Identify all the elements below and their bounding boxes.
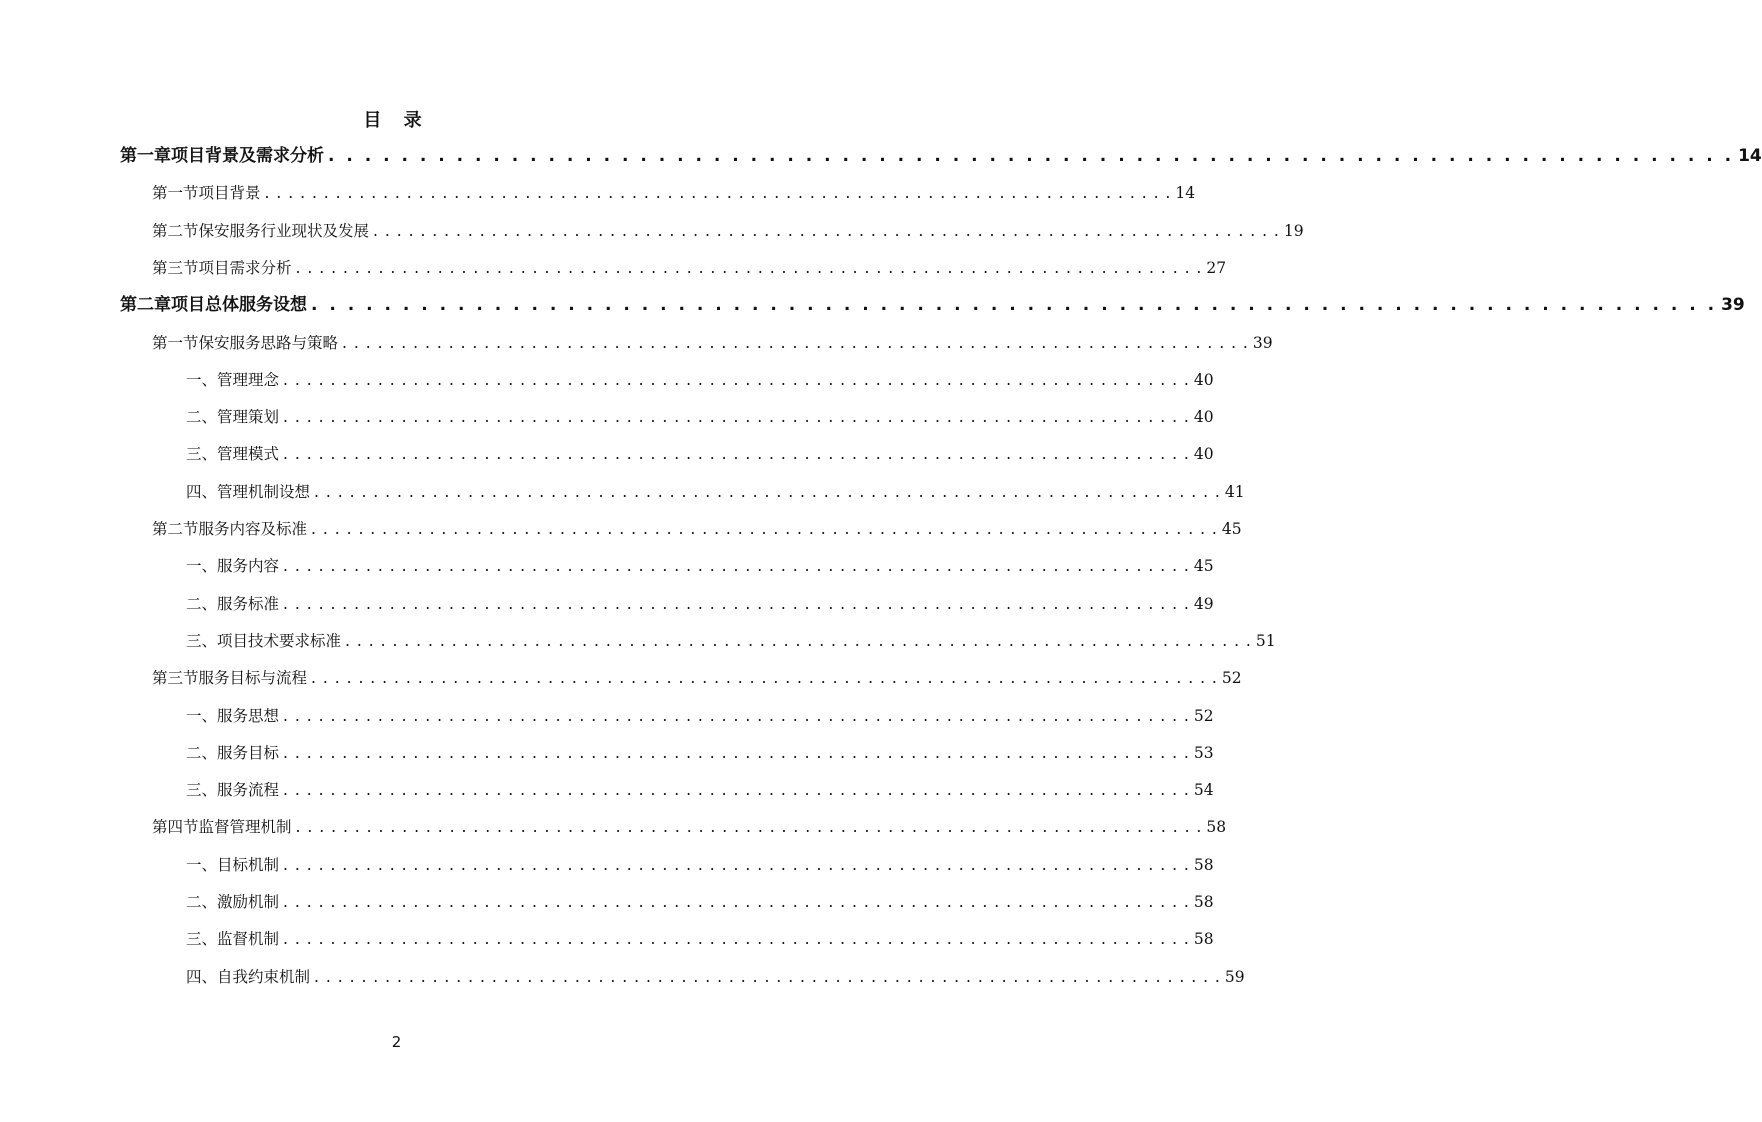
toc-dot-leader: . . . . . . . . . . . . . . . . . . . . . . . . . . . . . . . . . . . . . . . . . . . . . . . . . . . . . . . . . . . . . . . . . . . . . . . . . . . . . (311, 295, 1718, 316)
toc-subsection-entry[interactable] (186, 847, 1214, 884)
toc-entry-text: 自我约束机制 (217, 967, 311, 986)
toc-dot-leader: . . . . . . . . . . . . . . . . . . . . . . . . . . . . . . . . . . . . . . . . . . . . . . . . . . . . . . . . . . . . . . . . . . . . . . . . . . . . . (283, 930, 1190, 949)
toc-dot-leader: . . . . . . . . . . . . . . . . . . . . . . . . . . . . . . . . . . . . . . . . . . . . . . . . . . . . . . . . . . . . . . . . . . . . . . . . . . . . . (314, 482, 1221, 501)
toc-page-number: 45 (1221, 520, 1242, 538)
toc-entry-label: 第一节 (152, 333, 199, 352)
toc-entry-label: 第四节 (152, 818, 199, 837)
toc-dot-leader: . . . . . . . . . . . . . . . . . . . . . . . . . . . . . . . . . . . . . . . . . . . . . . . . . . . . . . . . . . . . . . . . . . . . . . . . . . . . . (283, 370, 1190, 389)
toc-dot-leader: . . . . . . . . . . . . . . . . . . . . . . . . . . . . . . . . . . . . . . . . . . . . . . . . . . . . . . . . . . . . . . . . . . . . . . . . . . . . . (283, 408, 1190, 427)
toc-subsection-entry[interactable] (186, 735, 1214, 772)
toc-section-entry[interactable] (152, 325, 1273, 362)
toc-entry-text: 保安服务思路与策略 (198, 333, 339, 352)
toc-page-number: 52 (1221, 669, 1242, 688)
toc-page-number: 51 (1255, 631, 1276, 650)
toc-subsection-entry[interactable] (186, 362, 1214, 399)
toc-page-number: 53 (1193, 743, 1214, 762)
toc-dot-leader: . . . . . . . . . . . . . . . . . . . . . . . . . . . . . . . . . . . . . . . . . . . . . . . . . . . . . . . . . . . . . . . . . . . . . . . . . . . . . (342, 333, 1249, 352)
toc-subsection-entry[interactable] (186, 399, 1214, 436)
toc-entry-text: 管理模式 (217, 445, 280, 464)
toc-section-entry[interactable] (152, 175, 1196, 212)
toc-entry-text: 激励机制 (217, 893, 280, 911)
toc-entry-label: 第三节 (152, 669, 199, 688)
toc-dot-leader: . . . . . . . . . . . . . . . . . . . . . . . . . . . . . . . . . . . . . . . . . . . . . . . . . . . . . . . . . . . . . . . . . . . . . . . . . . . . . (311, 520, 1218, 538)
toc-entry-text: 保安服务行业现状及发展 (198, 221, 370, 240)
toc-entry-label: 三、 (186, 445, 218, 464)
toc-entry-label: 二、 (186, 408, 218, 427)
toc-entry-label: 第二章 (120, 295, 171, 316)
toc-entry-label: 三、 (186, 930, 218, 949)
toc-dot-leader: . . . . . . . . . . . . . . . . . . . . . . . . . . . . . . . . . . . . . . . . . . . . . . . . . . . . . . . . . . . . . . . . . . . . . . . . . . . . . (264, 184, 1172, 203)
toc-entry-text: 服务流程 (217, 781, 280, 800)
page-number: 2 (391, 1033, 402, 1051)
toc-entry-label: 二、 (186, 743, 218, 762)
toc-section-entry[interactable] (152, 250, 1227, 287)
toc-entry-label: 一、 (186, 855, 218, 874)
toc-chapter-entry[interactable] (120, 138, 1762, 175)
page-title: 目 录 (363, 110, 430, 131)
toc-dot-leader: . . . . . . . . . . . . . . . . . . . . . . . . . . . . . . . . . . . . . . . . . . . . . . . . . . . . . . . . . . . . . . . . . . . . . . . . . . . . . (283, 445, 1190, 464)
toc-dot-leader: . . . . . . . . . . . . . . . . . . . . . . . . . . . . . . . . . . . . . . . . . . . . . . . . . . . . . . . . . . . . . . . . . . . . . . . . . . . . . (373, 221, 1280, 240)
toc-subsection-entry[interactable] (186, 548, 1214, 585)
toc-dot-leader: . . . . . . . . . . . . . . . . . . . . . . . . . . . . . . . . . . . . . . . . . . . . . . . . . . . . . . . . . . . . . . . . . . . . . . . . . . . . . (283, 855, 1190, 874)
toc-page-number: 14 (1738, 146, 1762, 166)
toc-entry-text: 服务思想 (217, 706, 280, 725)
toc-page-number: 40 (1193, 445, 1214, 464)
toc-entry-label: 第一章 (120, 146, 171, 166)
toc-dot-leader: . . . . . . . . . . . . . . . . . . . . . . . . . . . . . . . . . . . . . . . . . . . . . . . . . . . . . . . . . . . . . . . . . . . . . . . . . . . . . (283, 557, 1190, 576)
toc-section-entry[interactable] (152, 213, 1304, 250)
toc-entry-text: 管理理念 (217, 370, 280, 389)
toc-page-number: 41 (1224, 482, 1245, 501)
toc-page-number: 45 (1193, 557, 1214, 576)
toc-page-number: 39 (1252, 333, 1273, 352)
toc-dot-leader: . . . . . . . . . . . . . . . . . . . . . . . . . . . . . . . . . . . . . . . . . . . . . . . . . . . . . . . . . . . . . . . . . . . . . . . . . . . . . (283, 893, 1190, 911)
toc-dot-leader: . . . . . . . . . . . . . . . . . . . . . . . . . . . . . . . . . . . . . . . . . . . . . . . . . . . . . . . . . . . . . . . . . . . . . . . . . . . . . (345, 631, 1252, 650)
toc-page-number: 58 (1193, 893, 1214, 911)
toc-entry-text: 服务目标 (217, 743, 280, 762)
toc-page-number: 40 (1193, 408, 1214, 427)
toc-entry-label: 三、 (186, 631, 218, 650)
toc-entry-text: 项目总体服务设想 (171, 295, 307, 316)
toc-entry-label: 二、 (186, 893, 218, 911)
toc-section-entry[interactable] (152, 660, 1242, 697)
toc-entry-label: 三、 (186, 781, 218, 800)
toc-dot-leader: . . . . . . . . . . . . . . . . . . . . . . . . . . . . . . . . . . . . . . . . . . . . . . . . . . . . . . . . . . . . . . . . . . . . . . . . . . . . . (295, 818, 1203, 837)
toc-chapter-entry[interactable] (120, 287, 1745, 324)
toc-page-number: 59 (1224, 967, 1245, 986)
toc-page-number: 49 (1193, 594, 1214, 613)
toc-dot-leader: . . . . . . . . . . . . . . . . . . . . . . . . . . . . . . . . . . . . . . . . . . . . . . . . . . . . . . . . . . . . . . . . . . . . . . . . . . . . . (283, 594, 1190, 613)
toc-entry-text: 管理机制设想 (217, 482, 311, 501)
toc-entry-label: 四、 (186, 482, 218, 501)
toc-entry-text: 服务目标与流程 (198, 669, 308, 688)
toc-entry-label: 一、 (186, 706, 218, 725)
toc-entry-label: 四、 (186, 967, 218, 986)
toc-dot-leader: . . . . . . . . . . . . . . . . . . . . . . . . . . . . . . . . . . . . . . . . . . . . . . . . . . . . . . . . . . . . . . . . . . . . . . . . . . . . . (283, 781, 1190, 800)
toc-page-number: 19 (1283, 221, 1304, 240)
toc-page-number: 14 (1175, 184, 1196, 203)
toc-subsection-entry[interactable] (186, 436, 1214, 473)
toc-subsection-entry[interactable] (186, 884, 1214, 921)
toc-entry-text: 项目技术要求标准 (217, 631, 342, 650)
toc-entry-label: 一、 (186, 557, 218, 576)
toc-entry-label: 第三节 (152, 258, 199, 277)
toc-subsection-entry[interactable] (186, 474, 1245, 511)
toc-entry-text: 管理策划 (217, 408, 280, 427)
toc-entry-text: 项目背景及需求分析 (171, 146, 324, 166)
toc-entry-label: 一、 (186, 370, 218, 389)
toc-subsection-entry[interactable] (186, 698, 1214, 735)
toc-entry-label: 二、 (186, 594, 218, 613)
toc-page-number: 58 (1193, 930, 1214, 949)
toc-dot-leader: . . . . . . . . . . . . . . . . . . . . . . . . . . . . . . . . . . . . . . . . . . . . . . . . . . . . . . . . . . . . . . . . . . . . . . . . . . . . . (283, 706, 1190, 725)
toc-page-number: 40 (1193, 370, 1214, 389)
toc-entry-text: 项目需求分析 (198, 258, 292, 277)
toc-entry-label: 第二节 (152, 520, 199, 538)
toc-entry-text: 服务内容 (217, 557, 280, 576)
toc-dot-leader: . . . . . . . . . . . . . . . . . . . . . . . . . . . . . . . . . . . . . . . . . . . . . . . . . . . . . . . . . . . . . . . . . . . . . . . . . . . . . (314, 967, 1221, 986)
toc-page-number: 58 (1193, 855, 1214, 874)
toc-entry-text: 监督机制 (217, 930, 280, 949)
toc-page-number: 52 (1193, 706, 1214, 725)
toc-page-number: 54 (1193, 781, 1214, 800)
toc-subsection-entry[interactable] (186, 772, 1214, 809)
toc-subsection-entry[interactable] (186, 921, 1214, 958)
toc-dot-leader: . . . . . . . . . . . . . . . . . . . . . . . . . . . . . . . . . . . . . . . . . . . . . . . . . . . . . . . . . . . . . . . . . . . . . . . . . . . . . (295, 258, 1203, 277)
toc-dot-leader: . . . . . . . . . . . . . . . . . . . . . . . . . . . . . . . . . . . . . . . . . . . . . . . . . . . . . . . . . . . . . . . . . . . . . . . . . . . . . (283, 743, 1190, 762)
toc-dot-leader: . . . . . . . . . . . . . . . . . . . . . . . . . . . . . . . . . . . . . . . . . . . . . . . . . . . . . . . . . . . . . . . . . . . . . . . . . . . . . (328, 146, 1735, 166)
toc-subsection-entry[interactable] (186, 959, 1245, 996)
toc-page-number: 39 (1721, 295, 1745, 316)
toc-entry-text: 项目背景 (198, 184, 261, 203)
toc-section-entry[interactable] (152, 809, 1227, 846)
toc-entry-label: 第一节 (152, 184, 199, 203)
toc-dot-leader: . . . . . . . . . . . . . . . . . . . . . . . . . . . . . . . . . . . . . . . . . . . . . . . . . . . . . . . . . . . . . . . . . . . . . . . . . . . . . (311, 669, 1218, 688)
toc-entry-text: 监督管理机制 (198, 818, 292, 837)
toc-page-number: 58 (1206, 818, 1227, 837)
toc-entry-text: 目标机制 (217, 855, 280, 874)
toc-subsection-entry[interactable] (186, 623, 1276, 660)
toc-page-number: 27 (1206, 258, 1227, 277)
toc-entry-text: 服务标准 (217, 594, 280, 613)
toc-section-entry[interactable] (152, 511, 1242, 548)
toc-entry-label: 第二节 (152, 221, 199, 240)
toc-subsection-entry[interactable] (186, 586, 1214, 623)
toc-entry-text: 服务内容及标准 (198, 520, 308, 538)
